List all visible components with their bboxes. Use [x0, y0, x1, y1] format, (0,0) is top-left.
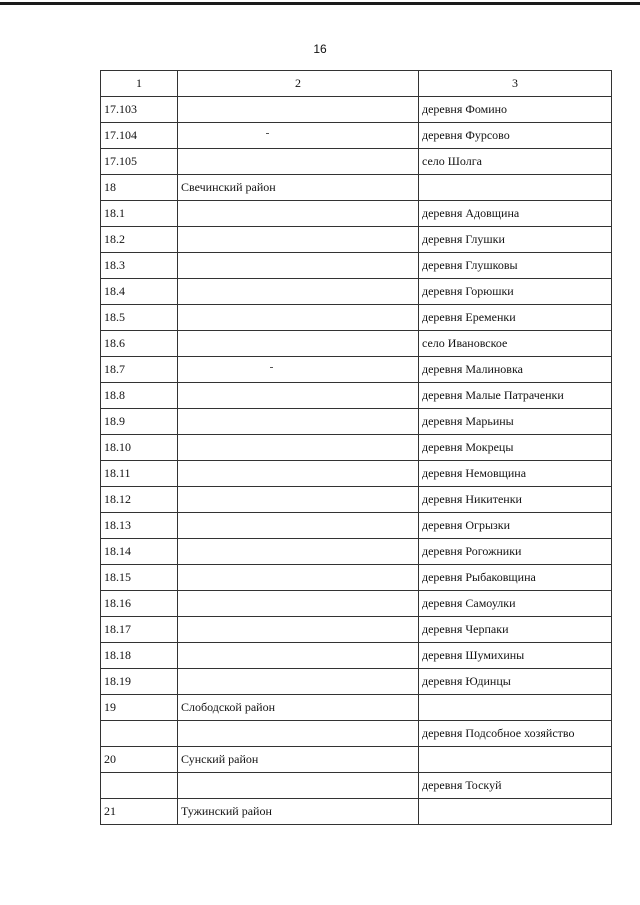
row-number-cell: 18.7	[101, 357, 178, 383]
table-row	[101, 409, 612, 435]
settlement-cell: деревня Самоулки	[419, 591, 612, 617]
district-cell	[178, 461, 419, 487]
row-number-cell: 18.3	[101, 253, 178, 279]
table-row	[101, 669, 612, 695]
table-row	[101, 799, 612, 825]
table-header-row	[101, 71, 612, 97]
settlement-cell: село Шолга	[419, 149, 612, 175]
settlement-cell	[419, 695, 612, 721]
settlement-cell: село Ивановское	[419, 331, 612, 357]
row-number-cell: 18.18	[101, 643, 178, 669]
row-number-cell: 18.14	[101, 539, 178, 565]
district-cell: Тужинский район	[178, 799, 419, 825]
row-number-cell: 17.103	[101, 97, 178, 123]
row-number-cell: 18.16	[101, 591, 178, 617]
district-cell: Сунский район	[178, 747, 419, 773]
row-number-cell: 19	[101, 695, 178, 721]
district-cell	[178, 409, 419, 435]
row-number-cell: 18.12	[101, 487, 178, 513]
table-row	[101, 513, 612, 539]
settlement-cell: деревня Марьины	[419, 409, 612, 435]
district-cell	[178, 591, 419, 617]
district-cell	[178, 227, 419, 253]
table-row	[101, 149, 612, 175]
table-row	[101, 565, 612, 591]
district-cell	[178, 669, 419, 695]
settlement-cell: деревня Фомино	[419, 97, 612, 123]
district-cell	[178, 721, 419, 747]
settlement-cell: деревня Адовщина	[419, 201, 612, 227]
table-row	[101, 747, 612, 773]
settlement-cell: деревня Фурсово	[419, 123, 612, 149]
table-row	[101, 435, 612, 461]
row-number-cell	[101, 721, 178, 747]
district-cell	[178, 253, 419, 279]
header-col-3: 3	[419, 71, 612, 97]
district-cell	[178, 201, 419, 227]
district-cell	[178, 565, 419, 591]
row-number-cell: 18.9	[101, 409, 178, 435]
header-col-1: 1	[101, 71, 178, 97]
table-row	[101, 617, 612, 643]
settlement-cell: деревня Подсобное хозяйство	[419, 721, 612, 747]
settlement-cell	[419, 175, 612, 201]
settlement-cell: деревня Глушковы	[419, 253, 612, 279]
district-cell	[178, 435, 419, 461]
row-number-cell: 18.6	[101, 331, 178, 357]
table-row	[101, 97, 612, 123]
district-cell	[178, 773, 419, 799]
district-cell	[178, 123, 419, 149]
district-cell	[178, 487, 419, 513]
table-row	[101, 591, 612, 617]
settlement-cell: деревня Шумихины	[419, 643, 612, 669]
settlement-cell: деревня Глушки	[419, 227, 612, 253]
table-row	[101, 461, 612, 487]
row-number-cell	[101, 773, 178, 799]
district-cell	[178, 305, 419, 331]
row-number-cell: 18.5	[101, 305, 178, 331]
settlements-table	[100, 70, 612, 825]
settlement-cell: деревня Мокрецы	[419, 435, 612, 461]
settlement-cell: деревня Рогожники	[419, 539, 612, 565]
row-number-cell: 18.17	[101, 617, 178, 643]
row-number-cell: 20	[101, 747, 178, 773]
district-cell	[178, 279, 419, 305]
row-number-cell: 18.15	[101, 565, 178, 591]
settlement-cell	[419, 799, 612, 825]
district-cell	[178, 617, 419, 643]
table-row	[101, 357, 612, 383]
settlement-cell: деревня Тоскуй	[419, 773, 612, 799]
table-row	[101, 279, 612, 305]
settlement-cell: деревня Огрызки	[419, 513, 612, 539]
district-cell	[178, 357, 419, 383]
top-border-rule	[0, 2, 640, 5]
row-number-cell: 18.10	[101, 435, 178, 461]
row-number-cell: 18.11	[101, 461, 178, 487]
table-row	[101, 201, 612, 227]
settlement-cell	[419, 747, 612, 773]
district-cell: Слободской район	[178, 695, 419, 721]
row-number-cell: 21	[101, 799, 178, 825]
settlement-cell: деревня Юдинцы	[419, 669, 612, 695]
district-cell	[178, 383, 419, 409]
table-row	[101, 175, 612, 201]
district-cell: Свечинский район	[178, 175, 419, 201]
page-number: 16	[313, 42, 327, 56]
row-number-cell: 17.104	[101, 123, 178, 149]
table-row	[101, 383, 612, 409]
table-row	[101, 227, 612, 253]
district-cell	[178, 97, 419, 123]
district-cell	[178, 643, 419, 669]
row-number-cell: 18.4	[101, 279, 178, 305]
settlement-cell: деревня Никитенки	[419, 487, 612, 513]
row-number-cell: 17.105	[101, 149, 178, 175]
settlement-cell: деревня Горюшки	[419, 279, 612, 305]
settlement-cell: деревня Черпаки	[419, 617, 612, 643]
table-row	[101, 695, 612, 721]
table-row	[101, 253, 612, 279]
table-row	[101, 643, 612, 669]
settlement-cell: деревня Рыбаковщина	[419, 565, 612, 591]
row-number-cell: 18.2	[101, 227, 178, 253]
scan-mark	[270, 367, 273, 368]
table-row	[101, 305, 612, 331]
scan-mark	[266, 133, 269, 134]
settlement-cell: деревня Малые Патраченки	[419, 383, 612, 409]
district-cell	[178, 513, 419, 539]
table-body	[101, 97, 612, 825]
row-number-cell: 18.8	[101, 383, 178, 409]
row-number-cell: 18	[101, 175, 178, 201]
row-number-cell: 18.1	[101, 201, 178, 227]
row-number-cell: 18.19	[101, 669, 178, 695]
table-row	[101, 721, 612, 747]
table-row	[101, 773, 612, 799]
table-row	[101, 331, 612, 357]
header-col-2: 2	[178, 71, 419, 97]
table-row	[101, 539, 612, 565]
settlement-cell: деревня Малиновка	[419, 357, 612, 383]
row-number-cell: 18.13	[101, 513, 178, 539]
settlement-cell: деревня Еременки	[419, 305, 612, 331]
table-row	[101, 123, 612, 149]
settlement-cell: деревня Немовщина	[419, 461, 612, 487]
district-cell	[178, 539, 419, 565]
district-cell	[178, 331, 419, 357]
table-row	[101, 487, 612, 513]
district-cell	[178, 149, 419, 175]
